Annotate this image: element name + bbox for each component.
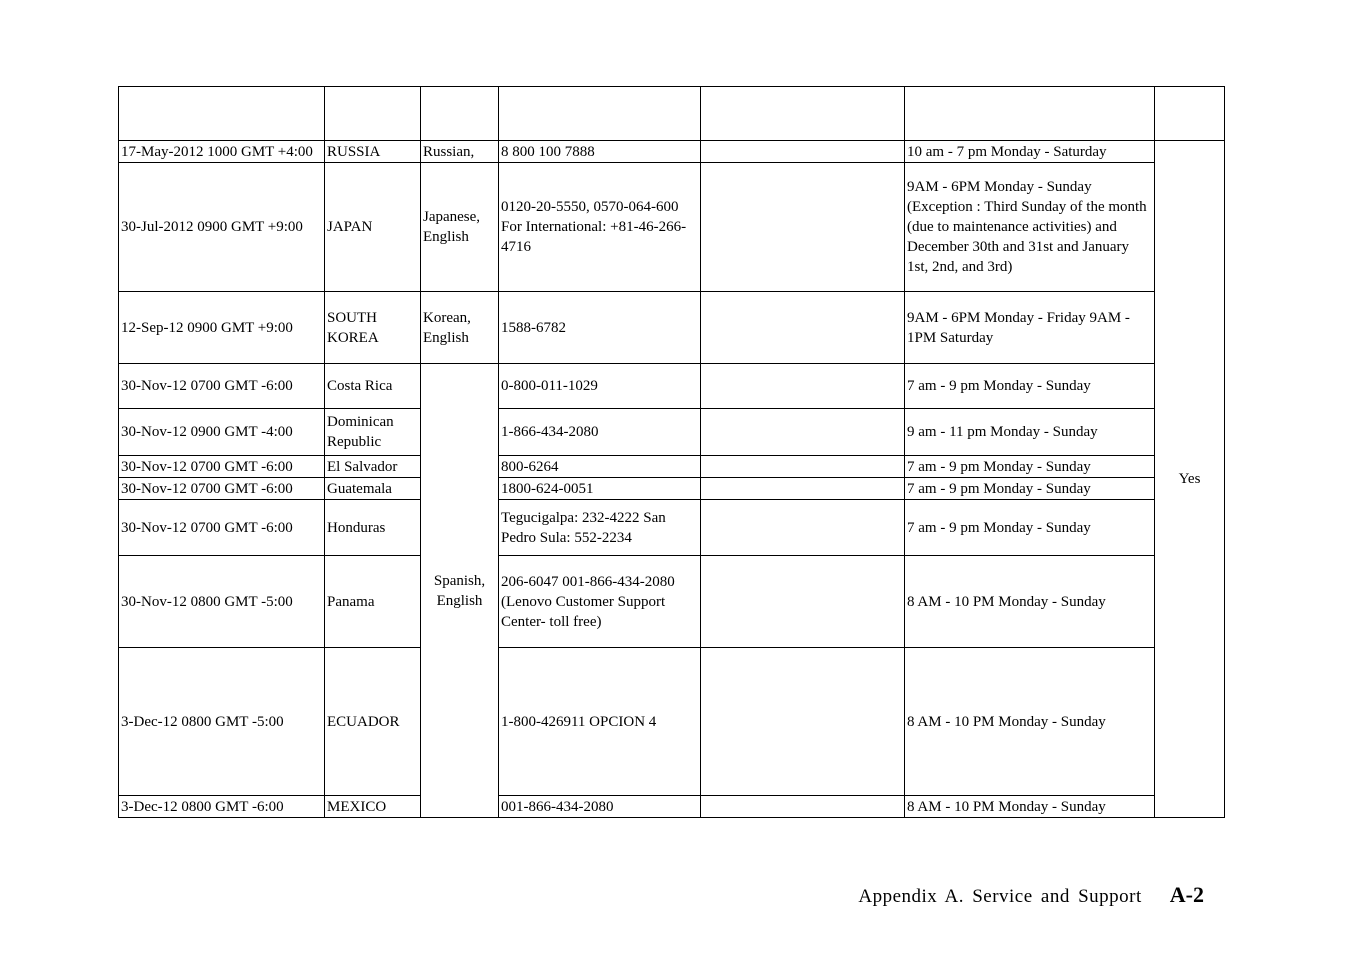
page-footer	[858, 882, 1204, 908]
country-cell: ECUADOR	[325, 648, 421, 796]
page-number: A-2	[1169, 882, 1204, 907]
language-cell: Korean, English	[421, 292, 499, 364]
empty-cell	[701, 141, 905, 163]
table-row	[119, 141, 1225, 163]
table-row	[119, 478, 1225, 500]
header-cell	[499, 87, 701, 141]
country-cell: MEXICO	[325, 796, 421, 818]
header-cell	[325, 87, 421, 141]
empty-cell	[701, 163, 905, 292]
empty-cell	[701, 478, 905, 500]
date-cell: 17-May-2012 1000 GMT +4:00	[119, 141, 325, 163]
phone-cell: 0-800-011-1029	[499, 364, 701, 409]
table-row	[119, 409, 1225, 456]
support-phone-table	[118, 86, 1225, 818]
date-cell: 30-Nov-12 0900 GMT -4:00	[119, 409, 325, 456]
availability-cell: Yes	[1155, 141, 1225, 818]
phone-cell: 1-800-426911 OPCION 4	[499, 648, 701, 796]
phone-cell: Tegucigalpa: 232-4222 San Pedro Sula: 552-2234	[499, 500, 701, 556]
empty-cell	[701, 500, 905, 556]
phone-cell: 1-866-434-2080	[499, 409, 701, 456]
footer-section-title: Appendix A. Service and Support	[858, 886, 1142, 907]
country-cell: RUSSIA	[325, 141, 421, 163]
hours-cell: 7 am - 9 pm Monday - Sunday	[905, 478, 1155, 500]
phone-cell: 0120-20-5550, 0570-064-600 For International: +81-46-266-4716	[499, 163, 701, 292]
header-cell	[701, 87, 905, 141]
country-cell: Costa Rica	[325, 364, 421, 409]
language-cell: Russian,	[421, 141, 499, 163]
date-cell: 12-Sep-12 0900 GMT +9:00	[119, 292, 325, 364]
hours-cell: 7 am - 9 pm Monday - Sunday	[905, 364, 1155, 409]
date-cell: 30-Nov-12 0700 GMT -6:00	[119, 500, 325, 556]
language-cell: Japanese, English	[421, 163, 499, 292]
empty-cell	[701, 648, 905, 796]
country-cell: Panama	[325, 556, 421, 648]
table-row	[119, 364, 1225, 409]
phone-cell: 1588-6782	[499, 292, 701, 364]
empty-cell	[701, 796, 905, 818]
table-row	[119, 163, 1225, 292]
table-row	[119, 500, 1225, 556]
phone-cell: 001-866-434-2080	[499, 796, 701, 818]
header-cell	[1155, 87, 1225, 141]
country-cell: Guatemala	[325, 478, 421, 500]
date-cell: 3-Dec-12 0800 GMT -5:00	[119, 648, 325, 796]
country-cell: JAPAN	[325, 163, 421, 292]
hours-cell: 8 AM - 10 PM Monday - Sunday	[905, 796, 1155, 818]
country-cell: SOUTH KOREA	[325, 292, 421, 364]
date-cell: 30-Nov-12 0700 GMT -6:00	[119, 456, 325, 478]
table-row	[119, 456, 1225, 478]
hours-cell: 8 AM - 10 PM Monday - Sunday	[905, 556, 1155, 648]
language-cell: Spanish, English	[421, 364, 499, 818]
table-row	[119, 796, 1225, 818]
hours-cell: 7 am - 9 pm Monday - Sunday	[905, 456, 1155, 478]
hours-cell: 8 AM - 10 PM Monday - Sunday	[905, 648, 1155, 796]
empty-cell	[701, 456, 905, 478]
header-cell	[905, 87, 1155, 141]
country-cell: El Salvador	[325, 456, 421, 478]
hours-cell: 10 am - 7 pm Monday - Saturday	[905, 141, 1155, 163]
date-cell: 3-Dec-12 0800 GMT -6:00	[119, 796, 325, 818]
date-cell: 30-Nov-12 0700 GMT -6:00	[119, 364, 325, 409]
empty-cell	[701, 364, 905, 409]
header-cell	[119, 87, 325, 141]
date-cell: 30-Nov-12 0800 GMT -5:00	[119, 556, 325, 648]
empty-cell	[701, 292, 905, 364]
country-cell: Honduras	[325, 500, 421, 556]
hours-cell: 9AM - 6PM Monday - Friday 9AM - 1PM Saturday	[905, 292, 1155, 364]
hours-cell: 9AM - 6PM Monday - Sunday (Exception : Third Sunday of the month (due to maintenance activities) and December 30th and 31st and January 1st, 2nd, and 3rd)	[905, 163, 1155, 292]
table-header-row	[119, 87, 1225, 141]
table-row	[119, 648, 1225, 796]
phone-cell: 800-6264	[499, 456, 701, 478]
phone-cell: 8 800 100 7888	[499, 141, 701, 163]
country-cell: Dominican Republic	[325, 409, 421, 456]
empty-cell	[701, 409, 905, 456]
phone-cell: 206-6047 001-866-434-2080 (Lenovo Customer Support Center- toll free)	[499, 556, 701, 648]
date-cell: 30-Jul-2012 0900 GMT +9:00	[119, 163, 325, 292]
date-cell: 30-Nov-12 0700 GMT -6:00	[119, 478, 325, 500]
hours-cell: 7 am - 9 pm Monday - Sunday	[905, 500, 1155, 556]
hours-cell: 9 am - 11 pm Monday - Sunday	[905, 409, 1155, 456]
phone-cell: 1800-624-0051	[499, 478, 701, 500]
empty-cell	[701, 556, 905, 648]
header-cell	[421, 87, 499, 141]
table-row	[119, 556, 1225, 648]
table-row	[119, 292, 1225, 364]
